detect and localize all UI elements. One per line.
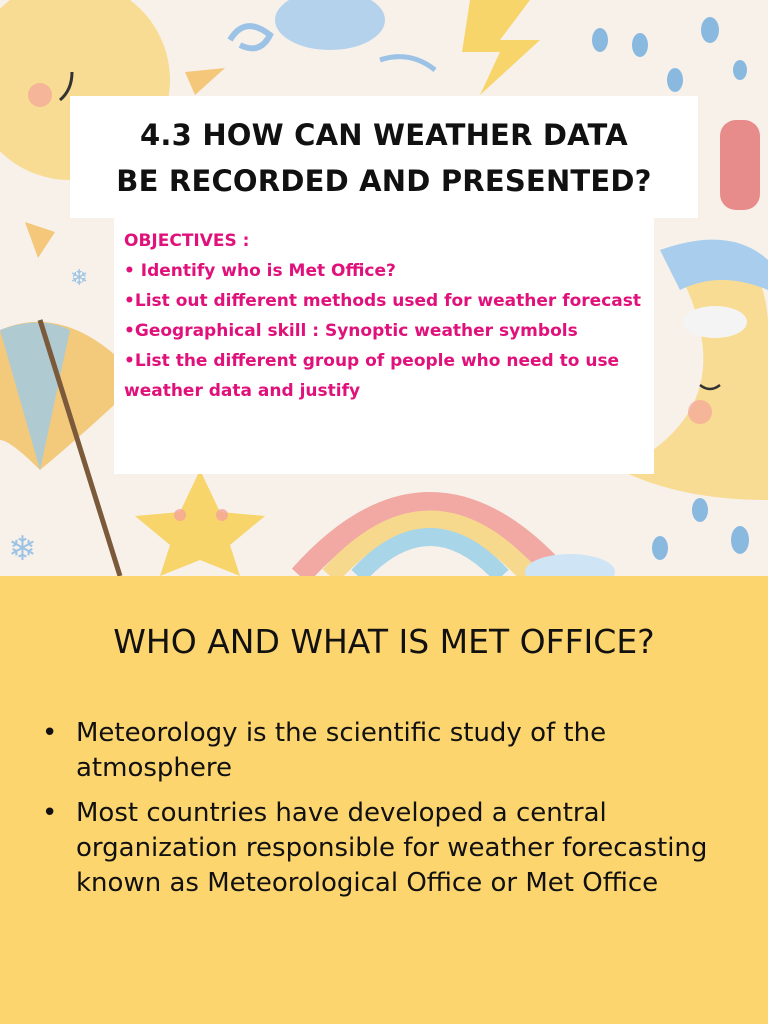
bullet-dot: • bbox=[42, 718, 58, 748]
raindrop-icon bbox=[667, 68, 683, 92]
objectives-list bbox=[114, 218, 654, 406]
raindrop-icon bbox=[701, 17, 719, 43]
star-illustration bbox=[135, 470, 265, 576]
bullet-item bbox=[40, 796, 730, 901]
wind-swirl-decoration bbox=[380, 57, 435, 70]
title-line-1: 4.3 HOW CAN WEATHER DATA bbox=[140, 118, 628, 152]
objectives-heading: OBJECTIVES : bbox=[124, 231, 250, 251]
slide-met-office bbox=[0, 576, 768, 1024]
title-box bbox=[70, 96, 698, 218]
objective-item: •List the different group of people who need to use weather data and justify bbox=[124, 351, 620, 401]
bullet-item bbox=[40, 716, 730, 786]
objective-item: • Identify who is Met Office? bbox=[124, 261, 396, 281]
moon-cheek-decoration bbox=[688, 400, 712, 424]
raindrop-icon bbox=[632, 33, 648, 57]
star-cheek-decoration bbox=[174, 509, 186, 521]
bullet-text: Most countries have developed a central organization responsible for weather forecasting known as Meteorological Office or Met Office bbox=[76, 798, 708, 898]
sun-ray-decoration bbox=[185, 68, 225, 95]
bullet-text: Meteorology is the scientific study of the atmosphere bbox=[76, 718, 607, 783]
umbrella-handle-decoration bbox=[720, 120, 760, 210]
cloud-illustration bbox=[275, 0, 385, 50]
lightning-icon bbox=[462, 0, 540, 95]
slide-title bbox=[70, 96, 698, 204]
raindrop-icon bbox=[731, 526, 749, 554]
raindrop-icon bbox=[652, 536, 668, 560]
objective-item: •List out different methods used for weather forecast bbox=[124, 291, 641, 311]
snowflake-icon: ❄ bbox=[70, 266, 89, 291]
raindrop-icon bbox=[692, 498, 708, 522]
nightcap-pompom-decoration bbox=[683, 306, 747, 338]
slide-heading: WHO AND WHAT IS MET OFFICE? bbox=[113, 622, 655, 661]
objective-item: •Geographical skill : Synoptic weather symbols bbox=[124, 321, 578, 341]
bullet-dot: • bbox=[42, 798, 58, 828]
objectives-box bbox=[114, 218, 654, 474]
sun-cheek-decoration bbox=[28, 83, 52, 107]
raindrop-icon bbox=[592, 28, 608, 52]
raindrop-icon bbox=[733, 60, 747, 80]
title-line-2: BE RECORDED AND PRESENTED? bbox=[116, 164, 652, 198]
wind-swirl-decoration bbox=[230, 26, 270, 48]
bullet-list bbox=[40, 716, 730, 911]
sun-ray-decoration bbox=[25, 222, 55, 258]
snowflake-icon: ❄ bbox=[8, 529, 37, 569]
star-cheek-decoration bbox=[216, 509, 228, 521]
